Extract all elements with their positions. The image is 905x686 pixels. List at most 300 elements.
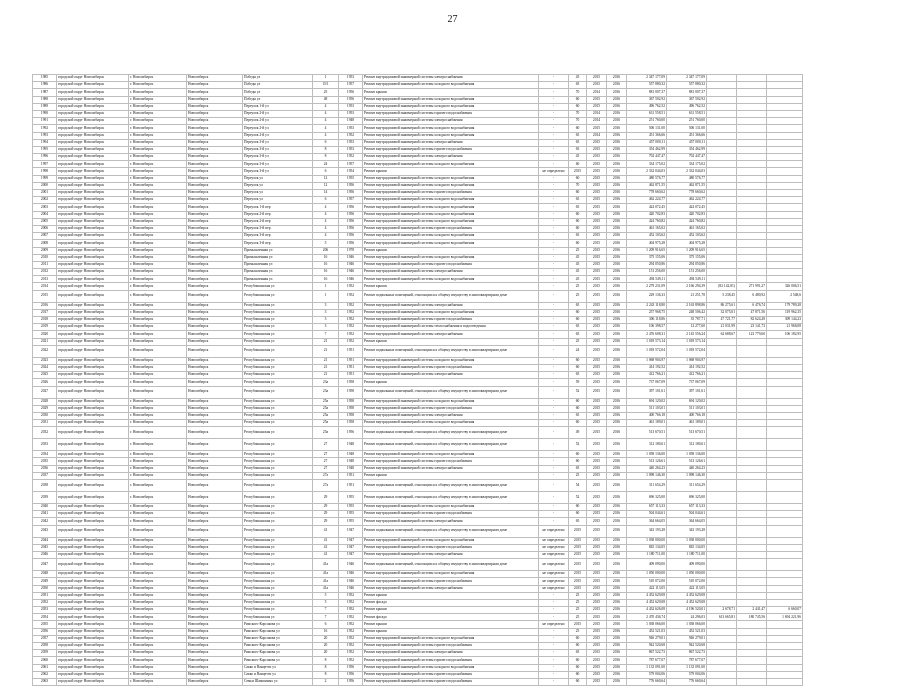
cell-house: 4 [313,233,339,240]
cell-y2: 2016 [607,650,627,657]
cell-city: г. Новосибирск [129,379,187,386]
table-row [33,317,803,324]
cell-own: 496 762,52 [667,103,707,110]
cell-district: городской округ Новосибирск [57,480,129,492]
cell-city: г. Новосибирск [129,412,187,419]
cell-y2: 2016 [607,492,627,504]
cell-city: г. Новосибирск [129,678,187,685]
table-row [33,472,803,479]
cell-floor: - [539,96,569,103]
cell-floor: - [539,276,569,283]
cell-s1: 45 [569,75,587,82]
cell-x1 [707,247,737,254]
cell-y1: 2015 [587,678,607,685]
cell-floor: - [539,511,569,518]
cell-x3 [767,480,803,492]
cell-city: г. Новосибирск [129,309,187,316]
cell-s1: 60 [569,451,587,458]
cell-y1: 2015 [587,290,607,302]
cell-s1: 60 [569,664,587,671]
cell-own: 845 134,05 [667,544,707,551]
cell-y1: 2015 [587,518,607,525]
cell-y1: 2014 [587,132,607,139]
cell-y2: 2016 [607,204,627,211]
cell-own: 2 166 294,39 [667,283,707,290]
table-row [33,96,803,103]
cell-y1: 2014 [587,118,607,125]
cell-locality: Новосибирск [187,671,243,678]
cell-total: 504 044,61 [627,511,667,518]
cell-house: 5 [313,240,339,247]
cell-x1 [707,82,737,89]
table-row [33,204,803,211]
cell-work: Ремонт внутридомовой инженерной системы электроснабжения [363,302,539,309]
cell-total: 702 447,47 [627,154,667,161]
cell-district: городской округ Новосибирск [57,118,129,125]
cell-year: 1951 [339,480,363,492]
table-row [33,592,803,599]
cell-locality: Новосибирск [187,364,243,371]
cell-floor: - [539,592,569,599]
cell-x1 [707,585,737,592]
cell-total: 1 133 091,00 [627,664,667,671]
cell-locality: Новосибирск [187,504,243,511]
cell-city: г. Новосибирск [129,146,187,153]
cell-x3 [767,357,803,364]
cell-n: 2062 [33,671,57,678]
cell-city: г. Новосибирск [129,331,187,338]
cell-house: 20 [313,643,339,650]
cell-total: 787 677,07 [627,657,667,664]
cell-locality: Новосибирск [187,492,243,504]
cell-work: Ремонт внутридомовой инженерной системы электроснабжения [363,518,539,525]
cell-locality: Новосибирск [187,643,243,650]
cell-s1: 65 [569,139,587,146]
cell-floor: - [539,345,569,357]
cell-floor: - [539,398,569,405]
cell-work: Ремонт крыши [363,472,539,479]
cell-district: городской округ Новосибирск [57,427,129,439]
cell-work: Ремонт внутридомовой инженерной системы холодного водоснабжения [363,571,539,578]
cell-locality: Новосибирск [187,211,243,218]
cell-x1 [707,89,737,96]
cell-year: 1952 [339,317,363,324]
cell-house: 16 [313,276,339,283]
cell-house: 8 [313,671,339,678]
cell-y1: 2015 [587,592,607,599]
cell-street: Переулок 3-й ул [243,139,313,146]
table-row [33,451,803,458]
cell-total: 2 332 044,03 [627,168,667,175]
cell-work: Ремонт внутридомовой инженерной системы холодного водоснабжения [363,254,539,261]
cell-locality: Новосибирск [187,324,243,331]
cell-city: г. Новосибирск [129,364,187,371]
cell-x1 [707,261,737,268]
cell-y1: 2015 [587,578,607,585]
cell-house: 4 [313,218,339,225]
cell-work: Ремонт подвальных помещений, относящихся к общему имуществу в многоквартирном доме [363,427,539,439]
cell-n: 2046 [33,551,57,558]
cell-x1 [707,161,737,168]
table-row [33,290,803,302]
cell-x1 [707,592,737,599]
cell-x1 [707,504,737,511]
cell-y1: 2015 [587,161,607,168]
cell-x1 [707,254,737,261]
cell-year: 1947 [339,537,363,544]
cell-city: г. Новосибирск [129,276,187,283]
cell-x2 [737,386,767,398]
cell-year: 1956 [339,96,363,103]
cell-floor: - [539,614,569,621]
cell-n: 2018 [33,317,57,324]
cell-floor: - [539,324,569,331]
table-row [33,247,803,254]
cell-year: 1955 [339,175,363,182]
cell-locality: Новосибирск [187,225,243,232]
cell-house: 16 [313,261,339,268]
cell-floor: - [539,386,569,398]
cell-x2 [737,635,767,642]
cell-x1 [707,233,737,240]
cell-y2: 2016 [607,146,627,153]
cell-n: 2056 [33,628,57,635]
cell-year: 1952 [339,657,363,664]
cell-x3 [767,175,803,182]
cell-house: 1 [313,290,339,302]
cell-street: Римского-Корсакова ул [243,657,313,664]
cell-y2: 2016 [607,290,627,302]
cell-district: городской округ Новосибирск [57,544,129,551]
cell-n: 2038 [33,480,57,492]
cell-street: Переулок ул [243,190,313,197]
cell-district: городской округ Новосибирск [57,103,129,110]
cell-work: Ремонт внутридомовой инженерной системы холодного водоснабжения [363,664,539,671]
cell-x2: 271 991,27 [737,283,767,290]
cell-city: г. Новосибирск [129,247,187,254]
cell-street: Республиканская ул [243,405,313,412]
cell-n: 2040 [33,504,57,511]
cell-house: 29 [313,511,339,518]
table-row [33,240,803,247]
cell-street: Республиканская ул [243,372,313,379]
cell-house: 23а [313,379,339,386]
cell-locality: Новосибирск [187,621,243,628]
cell-x2 [737,525,767,537]
cell-year: 1956 [339,89,363,96]
cell-floor: - [539,504,569,511]
table-row [33,650,803,657]
cell-s1: 65 [569,233,587,240]
cell-city: г. Новосибирск [129,233,187,240]
cell-street: Промышленная ул [243,276,313,283]
cell-street: Республиканская ул [243,379,313,386]
cell-work: Ремонт внутридомовой инженерной системы холодного водоснабжения [363,96,539,103]
table-row [33,211,803,218]
cell-y1: 2015 [587,175,607,182]
cell-work: Ремонт внутридомовой инженерной системы холодного водоснабжения [363,309,539,316]
cell-x3 [767,204,803,211]
cell-year: 1952 [339,338,363,345]
cell-total: 414 192,52 [627,364,667,371]
table-row [33,139,803,146]
cell-locality: Новосибирск [187,405,243,412]
cell-street: Республиканская ул [243,599,313,606]
cell-y2: 2016 [607,379,627,386]
cell-y1: 2015 [587,405,607,412]
table-row [33,537,803,544]
cell-s1: 60 [569,225,587,232]
cell-n: 2019 [33,324,57,331]
cell-street: Победы ул [243,82,313,89]
cell-y1: 2015 [587,458,607,465]
cell-city: г. Новосибирск [129,89,187,96]
cell-s1: 2015 [569,578,587,585]
cell-floor: - [539,103,569,110]
cell-floor: не определено [539,559,569,571]
cell-y2: 2016 [607,458,627,465]
cell-district: городской округ Новосибирск [57,412,129,419]
cell-y2: 2016 [607,551,627,558]
cell-x3 [767,379,803,386]
cell-work: Ремонт фасада [363,614,539,621]
table-row [33,628,803,635]
cell-n: 2041 [33,511,57,518]
cell-x1 [707,671,737,678]
cell-floor: - [539,657,569,664]
cell-x2: 180 745,56 [737,614,767,621]
cell-y2: 2016 [607,386,627,398]
table-row [33,492,803,504]
cell-y1: 2015 [587,309,607,316]
table-row [33,225,803,232]
cell-y1: 2015 [587,472,607,479]
cell-city: г. Новосибирск [129,118,187,125]
cell-work: Ремонт крыши [363,338,539,345]
cell-city: г. Новосибирск [129,357,187,364]
cell-x1 [707,357,737,364]
cell-y1: 2015 [587,412,607,419]
table-row [33,118,803,125]
cell-x2 [737,621,767,628]
cell-city: г. Новосибирск [129,518,187,525]
cell-house: 8 [313,657,339,664]
cell-x1 [707,345,737,357]
table-row [33,254,803,261]
cell-s1: 52 [569,386,587,398]
cell-x2 [737,96,767,103]
cell-x1: 86 275,61 [707,302,737,309]
table-row [33,75,803,82]
cell-street: Республиканская ул [243,614,313,621]
cell-year: 1951 [339,345,363,357]
cell-x1 [707,240,737,247]
cell-x2 [737,585,767,592]
cell-year: 1948 [339,458,363,465]
cell-n: 2031 [33,420,57,427]
cell-year: 1952 [339,621,363,628]
cell-district: городской округ Новосибирск [57,338,129,345]
cell-x1 [707,146,737,153]
cell-city: г. Новосибирск [129,302,187,309]
cell-house: 23а [313,386,339,398]
cell-n: 2022 [33,345,57,357]
cell-work: Ремонт внутридомовой инженерной системы холодного водоснабжения [363,103,539,110]
cell-own: 694 120,02 [667,398,707,405]
cell-own: 404 975,28 [667,240,707,247]
table-row [33,125,803,132]
cell-total: 1 018 572,04 [627,345,667,357]
cell-street: Промышленная ул [243,261,313,268]
cell-x3: 309 144,23 [767,317,803,324]
cell-year: 1947 [339,525,363,537]
cell-locality: Новосибирск [187,132,243,139]
cell-n: 2024 [33,364,57,371]
cell-work: Ремонт внутридомовой инженерной системы холодного водоснабжения [363,125,539,132]
cell-total: 513 670,51 [627,427,667,439]
cell-x1 [707,379,737,386]
cell-street: Переулок 2-й пер [243,218,313,225]
cell-own: 2 347 177,09 [667,75,707,82]
cell-s1: 65 [569,372,587,379]
cell-x2: 6 476,74 [737,302,767,309]
cell-total: 557 880,32 [627,82,667,89]
cell-x2 [737,592,767,599]
cell-work: Ремонт внутридомовой инженерной системы электроснабжения [363,75,539,82]
cell-y2: 2016 [607,412,627,419]
cell-own: 778 660,62 [667,190,707,197]
cell-y1: 2015 [587,364,607,371]
cell-work: Ремонт внутридомовой инженерной системы горячего водоснабжения [363,544,539,551]
cell-x2 [737,89,767,96]
cell-house: 1 [313,283,339,290]
cell-house: 6 [313,621,339,628]
cell-x1 [707,621,737,628]
cell-own: 24 296,03 [667,614,707,621]
cell-x2 [737,132,767,139]
cell-floor: - [539,254,569,261]
cell-year: 1948 [339,465,363,472]
cell-n: 1992 [33,125,57,132]
cell-y2: 2016 [607,607,627,614]
cell-year: 1946 [339,585,363,592]
cell-x2 [737,218,767,225]
cell-district: городской округ Новосибирск [57,559,129,571]
cell-street: Римского-Корсакова ул [243,643,313,650]
cell-x3 [767,420,803,427]
cell-s1: 2015 [569,621,587,628]
cell-house: 27 [313,465,339,472]
cell-y2: 2016 [607,599,627,606]
cell-total: 776 660,64 [627,678,667,685]
cell-x3 [767,125,803,132]
cell-work: Ремонт внутридомовой инженерной системы электроснабжения [363,118,539,125]
table-row [33,635,803,642]
cell-y2: 2016 [607,254,627,261]
cell-city: г. Новосибирск [129,635,187,642]
cell-year: 1958 [339,379,363,386]
cell-x2 [737,480,767,492]
cell-own: 409 090,00 [667,559,707,571]
cell-x3 [767,599,803,606]
cell-x3 [767,465,803,472]
cell-x3 [767,103,803,110]
cell-own: 440 264,23 [667,465,707,472]
cell-city: г. Новосибирск [129,345,187,357]
cell-x1 [707,525,737,537]
cell-x2 [737,504,767,511]
cell-own: 1 180 711,00 [667,551,707,558]
cell-y2: 2016 [607,197,627,204]
cell-district: городской округ Новосибирск [57,190,129,197]
cell-x3 [767,398,803,405]
cell-year: 1953 [339,103,363,110]
cell-locality: Новосибирск [187,386,243,398]
table-row [33,458,803,465]
cell-district: городской округ Новосибирск [57,571,129,578]
cell-x3 [767,154,803,161]
cell-locality: Новосибирск [187,472,243,479]
cell-year: 1955 [339,518,363,525]
cell-x3: 21 968,08 [767,324,803,331]
table-row [33,657,803,664]
table-row [33,398,803,405]
cell-y2: 2016 [607,75,627,82]
cell-city: г. Новосибирск [129,599,187,606]
table-row [33,643,803,650]
cell-floor: - [539,518,569,525]
cell-y1: 2015 [587,197,607,204]
cell-s1: 2015 [569,571,587,578]
cell-district: городской округ Новосибирск [57,599,129,606]
table-row [33,386,803,398]
cell-house: 21 [313,338,339,345]
cell-locality: Новосибирск [187,345,243,357]
cell-own: 461 165,02 [667,225,707,232]
cell-total: 2 347 177,09 [627,75,667,82]
table-row [33,132,803,139]
cell-year: 1955 [339,511,363,518]
cell-work: Ремонт внутридомовой инженерной системы горячего водоснабжения [363,405,539,412]
cell-year: 1951 [339,372,363,379]
cell-work: Ремонт крыши [363,607,539,614]
cell-street: Республиканская ул [243,571,313,578]
cell-street: Республиканская ул [243,420,313,427]
cell-locality: Новосибирск [187,537,243,544]
cell-locality: Новосибирск [187,664,243,671]
cell-city: г. Новосибирск [129,643,187,650]
cell-street: Переулок 3-й ул [243,146,313,153]
cell-house: 4 [313,132,339,139]
cell-year: 1956 [339,182,363,189]
cell-y1: 2015 [587,276,607,283]
cell-y2: 2016 [607,472,627,479]
cell-year: 1952 [339,283,363,290]
cell-house: 41 [313,551,339,558]
cell-district: городской округ Новосибирск [57,146,129,153]
table-row [33,269,803,276]
cell-house: 4 [313,211,339,218]
cell-x2 [737,125,767,132]
cell-y1: 2015 [587,571,607,578]
cell-x3 [767,571,803,578]
cell-x1 [707,269,737,276]
cell-locality: Новосибирск [187,118,243,125]
cell-work: Ремонт внутридомовой инженерной системы горячего водоснабжения [363,317,539,324]
cell-own: 1 018 572,04 [667,345,707,357]
cell-floor: не определено [539,578,569,585]
cell-s1: 45 [569,154,587,161]
